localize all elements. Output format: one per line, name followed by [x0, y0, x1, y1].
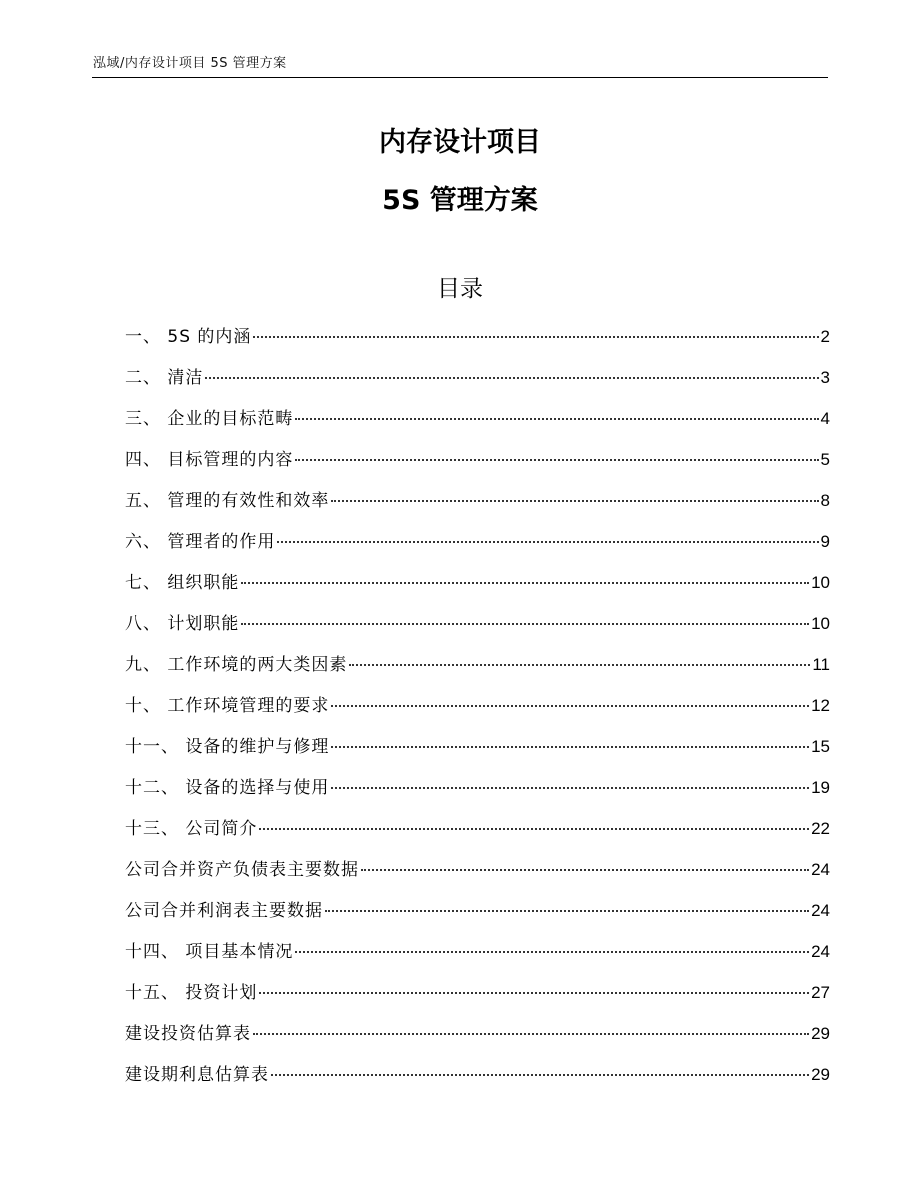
toc-entry-label: 清洁	[167, 368, 204, 388]
toc-entry-label: 建设投资估算表	[125, 1024, 251, 1044]
toc-entry[interactable]	[125, 528, 830, 569]
toc-entry-label: 设备的维护与修理	[185, 737, 330, 757]
toc-dot-leader	[331, 705, 809, 707]
toc-entry[interactable]	[125, 364, 830, 405]
toc-entry[interactable]	[125, 774, 830, 815]
toc-entry-label: 公司合并利润表主要数据	[125, 901, 323, 921]
toc-entry-number: 八、	[125, 614, 168, 634]
toc-entry-page: 22	[811, 819, 830, 838]
toc-entry-label: 建设期利息估算表	[125, 1065, 269, 1085]
toc-entry-label: 投资计划	[185, 983, 258, 1003]
toc-dot-leader	[331, 746, 809, 748]
toc-entry[interactable]	[125, 692, 830, 733]
toc-entry-label: 工作环境管理的要求	[167, 696, 330, 716]
toc-entry-page: 11	[812, 655, 830, 674]
toc-entry[interactable]	[125, 856, 830, 897]
toc-entry-number: 三、	[125, 409, 168, 429]
toc-entry-page: 27	[811, 983, 830, 1002]
toc-dot-leader	[253, 336, 818, 338]
header-divider	[92, 77, 828, 78]
toc-entry-page: 9	[820, 532, 830, 551]
toc-entry-label: 管理的有效性和效率	[167, 491, 330, 511]
toc-dot-leader	[295, 459, 818, 461]
toc-entry-number: 二、	[125, 368, 168, 388]
toc-entry-label: 企业的目标范畴	[167, 409, 294, 429]
toc-entry-number: 十三、	[125, 819, 186, 839]
toc-entry-page: 3	[820, 368, 830, 387]
toc-dot-leader	[241, 582, 809, 584]
toc-entry-page: 12	[811, 696, 830, 715]
toc-entry-label: 公司合并资产负债表主要数据	[125, 860, 359, 880]
toc-entry[interactable]	[125, 487, 830, 528]
toc-entry-number: 十四、	[125, 942, 186, 962]
toc-entry[interactable]	[125, 897, 830, 938]
toc-entry-number: 六、	[125, 532, 168, 552]
toc-entry[interactable]	[125, 733, 830, 774]
toc-dot-leader	[325, 910, 809, 912]
toc-entry-label: 目标管理的内容	[167, 450, 294, 470]
toc-entry-number: 五、	[125, 491, 168, 511]
document-title-line2: 5S 管理方案	[382, 185, 538, 216]
toc-entry[interactable]	[125, 569, 830, 610]
toc-entry-number: 九、	[125, 655, 168, 675]
toc-entry[interactable]	[125, 610, 830, 651]
toc-entry-page: 15	[811, 737, 830, 756]
toc-entry-number: 四、	[125, 450, 168, 470]
toc-dot-leader	[295, 951, 809, 953]
toc-entry-number: 十一、	[125, 737, 186, 757]
toc-entry-page: 24	[811, 942, 830, 961]
toc-heading: 目录	[437, 276, 483, 302]
toc-entry[interactable]	[125, 815, 830, 856]
toc-entry-number: 十二、	[125, 778, 186, 798]
toc-entry-page: 24	[811, 860, 830, 879]
toc-dot-leader	[205, 377, 818, 379]
toc-entry[interactable]	[125, 446, 830, 487]
toc-dot-leader	[241, 623, 809, 625]
toc-dot-leader	[361, 869, 809, 871]
toc-entry[interactable]	[125, 938, 830, 979]
toc-entry-label: 工作环境的两大类因素	[167, 655, 348, 675]
toc-entry-page: 29	[811, 1065, 830, 1084]
toc-dot-leader	[253, 1033, 809, 1035]
document-title-line1: 内存设计项目	[379, 127, 541, 158]
toc-entry[interactable]	[125, 651, 830, 692]
toc-entry[interactable]	[125, 405, 830, 446]
toc-dot-leader	[295, 418, 818, 420]
toc-entry-number: 十五、	[125, 983, 186, 1003]
toc-dot-leader	[277, 541, 818, 543]
toc-entry-label: 公司简介	[185, 819, 258, 839]
toc-entry-page: 5	[820, 450, 830, 469]
toc-entry-label: 计划职能	[167, 614, 240, 634]
page-header: 泓域/内存设计项目 5S 管理方案	[93, 56, 287, 71]
toc-entry-page: 19	[811, 778, 830, 797]
toc-entry-label: 管理者的作用	[167, 532, 276, 552]
toc-entry-label: 项目基本情况	[185, 942, 294, 962]
toc-dot-leader	[349, 664, 810, 666]
toc-dot-leader	[259, 992, 809, 994]
toc-entry-page: 2	[820, 327, 830, 346]
toc-dot-leader	[331, 787, 809, 789]
toc-entry-number: 一、	[125, 327, 168, 347]
toc-entry-page: 8	[820, 491, 830, 510]
toc-dot-leader	[259, 828, 809, 830]
toc-entry-number: 十、	[125, 696, 168, 716]
toc-entry[interactable]	[125, 1020, 830, 1061]
toc-entry-label: 设备的选择与使用	[185, 778, 330, 798]
toc-entry-label: 组织职能	[167, 573, 240, 593]
toc-entry[interactable]	[125, 1061, 830, 1102]
toc-entry-page: 10	[811, 573, 830, 592]
toc-entry-page: 24	[811, 901, 830, 920]
toc-dot-leader	[271, 1074, 809, 1076]
toc-entry-page: 4	[820, 409, 830, 428]
toc-entry[interactable]	[125, 323, 830, 364]
toc-entry-page: 10	[811, 614, 830, 633]
toc-dot-leader	[331, 500, 818, 502]
table-of-contents	[125, 323, 830, 1102]
toc-entry[interactable]	[125, 979, 830, 1020]
toc-entry-page: 29	[811, 1024, 830, 1043]
toc-entry-label: 5S 的内涵	[167, 327, 252, 347]
toc-entry-number: 七、	[125, 573, 168, 593]
